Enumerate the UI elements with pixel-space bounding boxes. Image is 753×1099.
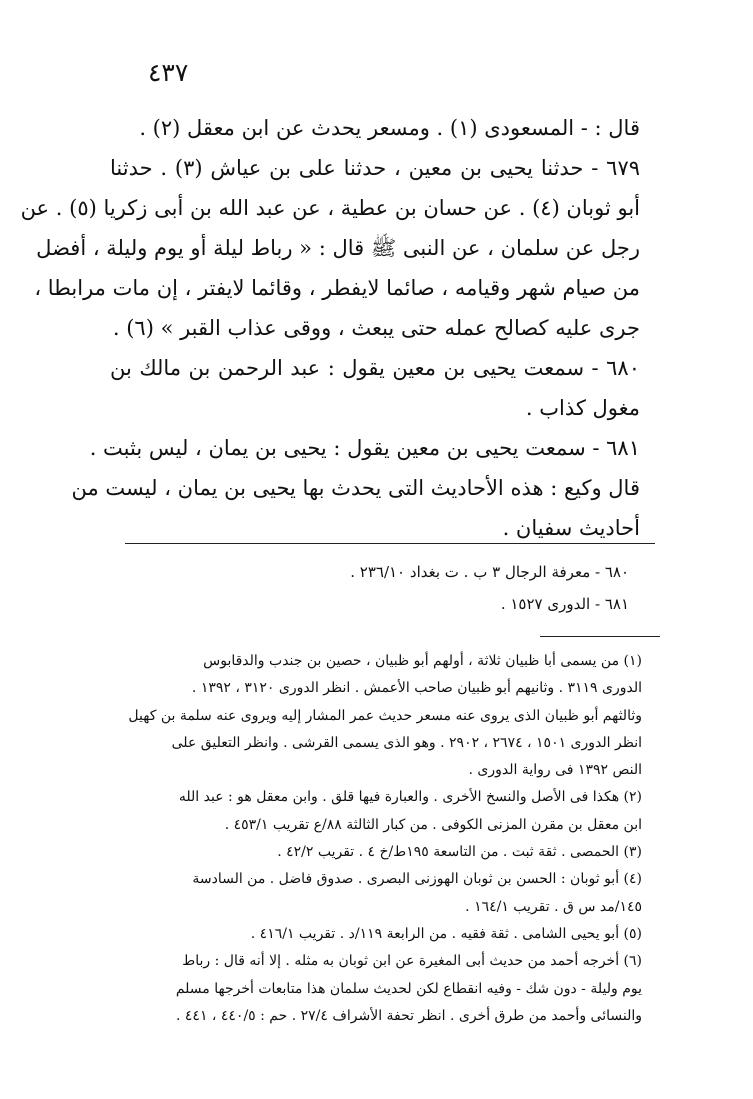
main-line: من صيام شهر وقيامه ، صائما لايفطر ، وقائما لايفتر ، إن مات مرابطا ، <box>34 276 640 300</box>
page-number: ٤٣٧ <box>148 58 189 87</box>
main-line: أحاديث سفيان . <box>502 516 640 540</box>
footnote-line: (٢) هكذا فى الأصل والنسخ الأخرى . والعبارة فيها قلق . وابن معقل هو : عبد الله <box>178 789 642 806</box>
footnote-line: الدورى ٣١١٩ . وثانيهم أبو ظبيان صاحب الأعمش . انظر الدورى ٣١٢٠ ، ١٣٩٢ . <box>191 680 642 697</box>
main-line: قال وكيع : هذه الأحاديث التى يحدث بها يحيى بن يمان ، ليست من <box>71 476 640 500</box>
footnote-line: انظر الدورى ١٥٠١ ، ٢٦٧٤ ، ٢٩٠٢ . وهو الذى يسمى القرشى . وانظر التعليق على <box>171 734 642 751</box>
footnote-line: يوم وليلة - دون شك - وفيه انقطاع لكن لحديث سلمان هذا متابعات أخرجها مسلم <box>175 980 642 997</box>
main-line: جرى عليه كصالح عمله حتى يبعث ، ووقى عذاب القبر » (٦) . <box>112 316 640 340</box>
footnote-line: ابن معقل بن مقرن المزنى الكوفى . من كبار الثالثة ٨٨/ع تقريب ٤٥٣/١ . <box>224 816 642 833</box>
main-line: ٦٨١ - سمعت يحيى بن معين يقول : يحيى بن يمان ، ليس بثبت . <box>89 436 640 460</box>
main-rule <box>125 543 655 544</box>
footnote-line: ١٤٥/مد س ق . تقريب ١٦٤/١ . <box>465 898 642 915</box>
footnote-line: (١) من يسمى أبا ظبيان ثلاثة ، أولهم أبو ظبيان ، حصين بن جندب والدقابوس <box>203 653 642 669</box>
main-line: أبو ثوبان (٤) . عن حسان بن عطية ، عن عبد الله بن أبى زكريا (٥) . عن <box>20 196 640 220</box>
main-line: ٦٧٩ - حدثنا يحيى بن معين ، حدثنا على بن عياش (٣) . حدثنا <box>110 156 641 180</box>
main-line: مغول كذاب . <box>525 396 640 420</box>
main-line: رجل عن سلمان ، عن النبى ﷺ قال : « رباط ليلة أو يوم وليلة ، أفضل <box>36 236 640 260</box>
main-line: قال : - المسعودى (١) . ومسعر يحدث عن ابن معقل (٢) . <box>139 116 640 140</box>
footnote-line: (٥) أبو يحيى الشامى . ثقة فقيه . من الرابعة ١١٩/د . تقريب ٤١٦/١ . <box>250 925 642 942</box>
footnote-line: النص ١٣٩٢ فى رواية الدورى . <box>468 762 642 779</box>
footnote-line: وثالثهم أبو ظبيان الذى يروى عنه مسعر حديث عمر المشار إليه ويروى عنه سلمة بن كهيل <box>128 707 642 724</box>
sources-block <box>109 556 629 620</box>
main-line: ٦٨٠ - سمعت يحيى بن معين يقول : عبد الرحمن بن مالك بن <box>110 356 640 380</box>
footnote-line: (٣) الحمصى . ثقة ثبت . من التاسعة ١٩٥ط/خ ٤ . تقريب ٤٢/٢ . <box>277 844 642 861</box>
footnote-line: (٤) أبو ثوبان : الحسن بن ثوبان الهوزنى البصرى . صدوق فاضل . من السادسة <box>192 871 642 888</box>
source-line: ٦٨١ - الدورى ١٥٢٧ . <box>500 595 629 613</box>
main-text <box>20 108 641 548</box>
footnote-line: (٦) أخرجه أحمد من حديث أبى المغيرة عن ابن ثوبان به مثله . إلا أنه قال : رباط <box>182 953 642 970</box>
footnote-line: والنسائى وأحمد من طرق أخرى . انظر تحفة الأشراف ٢٧/٤ . حم : ٤٤٠/٥ ، ٤٤١ . <box>176 1007 642 1024</box>
footnotes-block <box>112 648 642 1030</box>
source-line: ٦٨٠ - معرفة الرجال ٣ ب . ت بغداد ٢٣٦/١٠ . <box>350 563 629 581</box>
footnote-rule <box>540 636 660 637</box>
